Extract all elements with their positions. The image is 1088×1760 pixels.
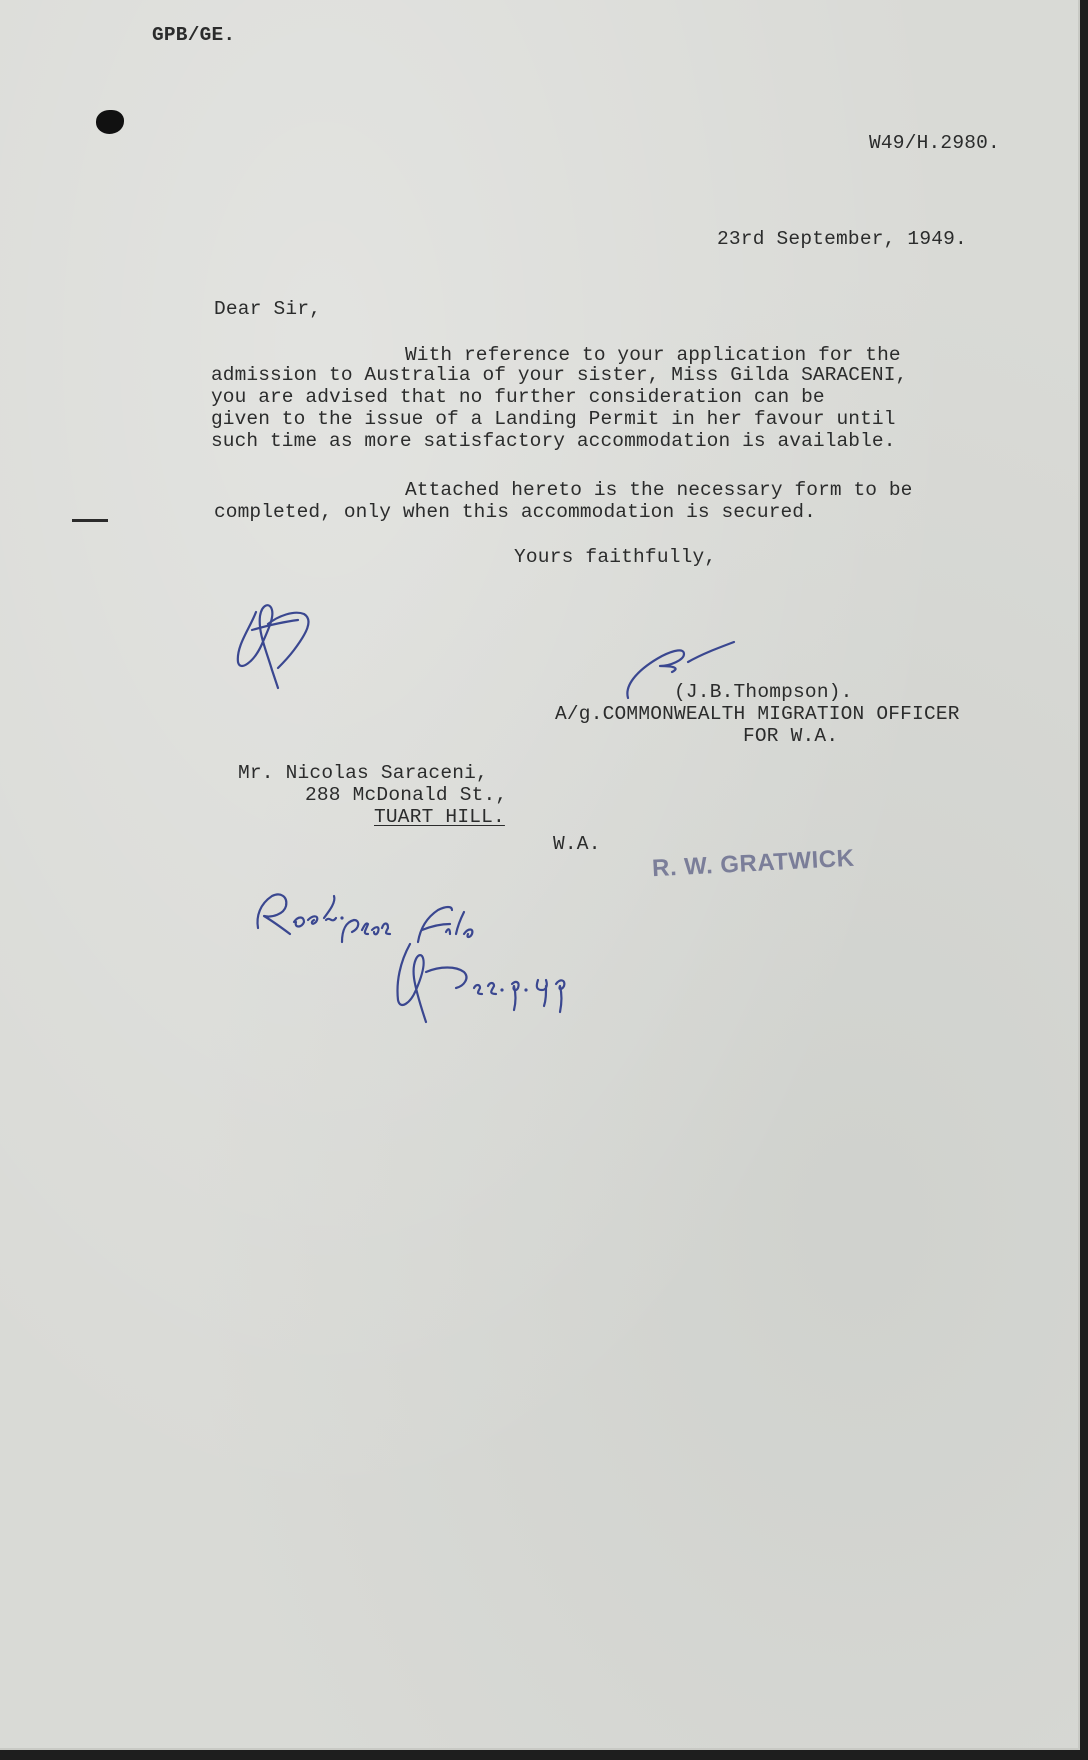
letter-date: 23rd September, 1949. — [717, 228, 967, 250]
addressee-name: Mr. Nicolas Saraceni, — [238, 762, 488, 784]
addressee-suburb: TUART HILL. — [374, 806, 505, 828]
paragraph-1-line: With reference to your application for the — [405, 344, 901, 366]
reference-number: W49/H.2980. — [869, 132, 1000, 154]
signatory-region: FOR W.A. — [743, 725, 839, 747]
paragraph-1-line: such time as more satisfactory accommodation is available. — [211, 430, 896, 452]
closing: Yours faithfully, — [514, 546, 717, 568]
paragraph-2-line: completed, only when this accommodation is secured. — [214, 501, 816, 523]
salutation: Dear Sir, — [214, 298, 322, 320]
paragraph-1-line: you are advised that no further consideration can be — [211, 386, 825, 408]
margin-mark — [72, 519, 108, 522]
punch-hole — [96, 110, 124, 134]
signatory-name: (J.B.Thompson). — [674, 681, 853, 703]
signatory-title: A/g.COMMONWEALTH MIGRATION OFFICER — [555, 703, 960, 725]
paragraph-2-line: Attached hereto is the necessary form to be — [405, 479, 913, 501]
typist-initials: GPB/GE. — [152, 24, 236, 46]
handwritten-note — [250, 882, 610, 1052]
addressee-street: 288 McDonald St., — [305, 784, 508, 806]
officer-stamp: R. W. GRATWICK — [651, 844, 856, 883]
initials-signature — [232, 580, 332, 690]
paragraph-1-line: admission to Australia of your sister, Miss Gilda SARACENI, — [211, 364, 908, 386]
paragraph-1-line: given to the issue of a Landing Permit in her favour until — [211, 408, 896, 430]
addressee-state: W.A. — [553, 833, 601, 855]
